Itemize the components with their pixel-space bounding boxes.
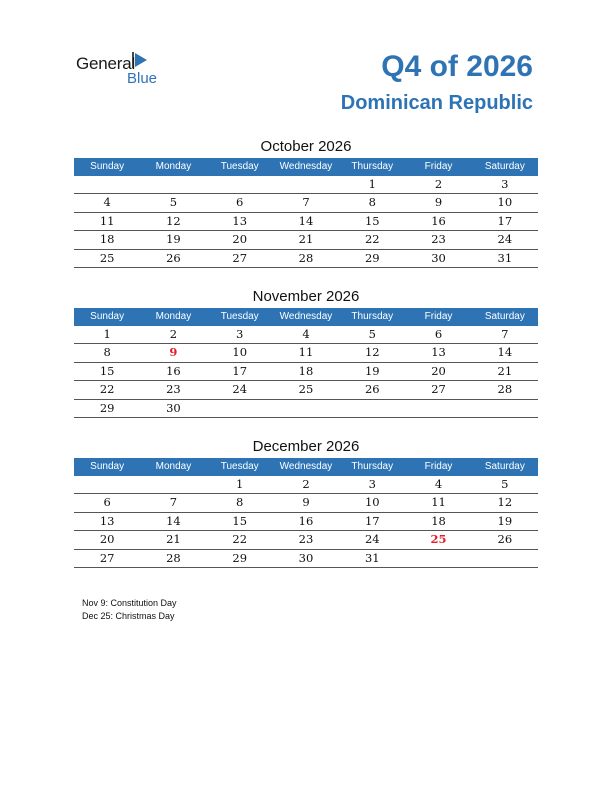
day-cell bbox=[339, 400, 405, 417]
day-cell: 25 bbox=[298, 382, 314, 397]
week-row bbox=[74, 213, 538, 231]
day-cell: 16 bbox=[431, 213, 446, 228]
weekday-label: Tuesday bbox=[220, 461, 259, 472]
month-november bbox=[74, 286, 538, 418]
week-row bbox=[74, 531, 538, 549]
day-cell: 31 bbox=[497, 250, 513, 265]
day-cell: 29 bbox=[232, 550, 248, 565]
day-cell: 30 bbox=[431, 250, 446, 265]
weekday-label: Sunday bbox=[90, 461, 125, 472]
weekday-label: Saturday bbox=[484, 311, 525, 322]
day-cell: 6 bbox=[236, 195, 244, 210]
logo bbox=[76, 52, 176, 88]
month-title: December 2026 bbox=[252, 438, 360, 455]
day-cell: 1 bbox=[103, 327, 111, 341]
day-cell: 21 bbox=[166, 532, 181, 547]
day-cell: 26 bbox=[166, 250, 181, 265]
logo-blue-text: Blue bbox=[127, 70, 158, 87]
day-cell: 26 bbox=[497, 532, 513, 547]
day-cell: 10 bbox=[232, 345, 248, 360]
day-cell: 30 bbox=[298, 550, 314, 565]
holiday-note: Nov 9: Constitution Day bbox=[82, 598, 177, 608]
day-cell bbox=[273, 400, 339, 417]
weekday-label: Friday bbox=[424, 311, 453, 322]
day-cell: 12 bbox=[166, 213, 181, 228]
day-cell bbox=[140, 176, 206, 193]
day-cell: 9 bbox=[434, 195, 443, 210]
weekday-label: Monday bbox=[155, 311, 192, 322]
day-cell: 8 bbox=[368, 195, 376, 210]
day-cell: 4 bbox=[302, 327, 310, 341]
day-cell: 2 bbox=[434, 177, 443, 191]
day-cell: 22 bbox=[99, 382, 115, 397]
day-cell: 1 bbox=[368, 177, 376, 191]
day-cell: 31 bbox=[364, 550, 380, 565]
day-cell: 20 bbox=[232, 232, 248, 247]
week-row bbox=[74, 381, 538, 399]
week-row bbox=[74, 513, 538, 531]
day-cell: 4 bbox=[434, 477, 443, 491]
day-cell: 16 bbox=[166, 363, 181, 378]
week-row bbox=[74, 326, 538, 344]
day-cell: 24 bbox=[232, 382, 248, 397]
day-cell: 4 bbox=[103, 195, 111, 210]
day-cell: 15 bbox=[364, 213, 380, 228]
month-october bbox=[74, 136, 538, 268]
weekday-label: Tuesday bbox=[220, 311, 259, 322]
day-cell: 22 bbox=[232, 532, 248, 547]
week-row bbox=[74, 250, 538, 268]
day-cell: 5 bbox=[368, 327, 376, 341]
day-cell: 24 bbox=[364, 532, 380, 547]
day-cell: 17 bbox=[232, 363, 248, 378]
week-row bbox=[74, 400, 538, 418]
day-cell: 24 bbox=[497, 232, 513, 247]
week-row bbox=[74, 176, 538, 194]
day-cell: 5 bbox=[169, 195, 178, 210]
day-cell: 27 bbox=[431, 382, 446, 397]
day-cell: 3 bbox=[236, 327, 244, 341]
weekday-header bbox=[74, 158, 538, 176]
day-cell: 26 bbox=[364, 382, 380, 397]
day-cell: 3 bbox=[368, 477, 376, 491]
day-cell: 5 bbox=[501, 477, 509, 491]
day-cell: 13 bbox=[232, 213, 248, 228]
day-cell: 11 bbox=[431, 495, 446, 510]
day-cell: 7 bbox=[501, 327, 509, 341]
day-cell: 3 bbox=[501, 177, 509, 191]
weekday-label: Saturday bbox=[484, 461, 525, 472]
week-row bbox=[74, 476, 538, 494]
day-cell: 9 bbox=[302, 495, 310, 510]
day-cell: 14 bbox=[298, 213, 314, 228]
day-cell: 29 bbox=[99, 400, 115, 415]
weekday-label: Sunday bbox=[90, 311, 125, 322]
weekday-label: Monday bbox=[155, 161, 192, 172]
day-cell: 8 bbox=[236, 495, 244, 510]
weekday-label: Wednesday bbox=[279, 161, 333, 172]
week-row bbox=[74, 344, 538, 362]
weekday-label: Thursday bbox=[351, 461, 394, 472]
day-cell: 11 bbox=[298, 345, 314, 360]
day-cell bbox=[472, 550, 538, 567]
day-cell: 10 bbox=[364, 495, 380, 510]
day-cell: 14 bbox=[497, 345, 513, 360]
day-cell: 15 bbox=[99, 363, 115, 378]
day-cell: 20 bbox=[431, 363, 446, 378]
day-cell bbox=[273, 176, 339, 193]
day-cell: 6 bbox=[103, 495, 111, 510]
weekday-label: Sunday bbox=[90, 161, 125, 172]
day-cell bbox=[472, 400, 538, 417]
day-cell: 27 bbox=[232, 250, 248, 265]
month-title: November 2026 bbox=[252, 288, 360, 305]
day-cell: 6 bbox=[434, 327, 443, 341]
day-cell: 29 bbox=[364, 250, 380, 265]
day-cell: 28 bbox=[497, 382, 513, 397]
week-row bbox=[74, 550, 538, 568]
day-cell: 18 bbox=[99, 232, 115, 247]
day-cell bbox=[207, 176, 273, 193]
holiday-note: Dec 25: Christmas Day bbox=[82, 611, 175, 621]
day-cell: 2 bbox=[302, 477, 310, 491]
week-row bbox=[74, 231, 538, 249]
weekday-label: Saturday bbox=[484, 161, 525, 172]
day-cell bbox=[405, 550, 471, 567]
day-cell: 14 bbox=[166, 513, 181, 528]
day-cell: 13 bbox=[431, 345, 446, 360]
day-cell: 16 bbox=[298, 513, 314, 528]
weekday-header bbox=[74, 308, 538, 326]
holiday-day-cell: 9 bbox=[169, 345, 178, 360]
weekday-label: Friday bbox=[424, 461, 453, 472]
weekday-label: Wednesday bbox=[279, 461, 333, 472]
day-cell: 23 bbox=[431, 232, 446, 247]
holiday-notes bbox=[82, 597, 177, 623]
day-cell: 21 bbox=[497, 363, 513, 378]
day-cell: 1 bbox=[236, 477, 244, 491]
day-cell: 23 bbox=[166, 382, 181, 397]
day-cell: 12 bbox=[364, 345, 380, 360]
month-title: October 2026 bbox=[260, 138, 352, 155]
weekday-header bbox=[74, 458, 538, 476]
day-cell: 15 bbox=[232, 513, 248, 528]
day-cell: 2 bbox=[169, 327, 178, 341]
weekday-label: Thursday bbox=[351, 311, 394, 322]
day-cell: 19 bbox=[364, 363, 380, 378]
day-cell: 25 bbox=[99, 250, 115, 265]
weekday-label: Wednesday bbox=[279, 311, 333, 322]
day-cell: 30 bbox=[166, 400, 181, 415]
day-cell: 17 bbox=[364, 513, 380, 528]
day-cell: 13 bbox=[99, 513, 115, 528]
logo-flag-icon bbox=[131, 52, 149, 68]
week-row bbox=[74, 363, 538, 381]
page-title: Q4 of 2026 bbox=[381, 50, 533, 83]
day-cell: 20 bbox=[99, 532, 115, 547]
day-cell: 19 bbox=[497, 513, 513, 528]
day-cell bbox=[140, 476, 206, 493]
day-cell: 10 bbox=[497, 195, 513, 210]
day-cell: 21 bbox=[298, 232, 314, 247]
day-cell: 27 bbox=[99, 550, 115, 565]
week-row bbox=[74, 194, 538, 212]
day-cell: 8 bbox=[103, 345, 111, 360]
day-cell bbox=[74, 176, 140, 193]
day-cell: 18 bbox=[298, 363, 314, 378]
day-cell: 22 bbox=[364, 232, 380, 247]
month-december bbox=[74, 436, 538, 568]
day-cell: 28 bbox=[298, 250, 314, 265]
day-cell: 17 bbox=[497, 213, 513, 228]
week-row bbox=[74, 494, 538, 512]
holiday-day-cell: 25 bbox=[430, 532, 447, 547]
day-cell bbox=[74, 476, 140, 493]
day-cell: 19 bbox=[166, 232, 181, 247]
day-cell: 23 bbox=[298, 532, 314, 547]
weekday-label: Tuesday bbox=[220, 161, 259, 172]
day-cell bbox=[207, 400, 273, 417]
day-cell: 11 bbox=[99, 213, 115, 228]
day-cell: 7 bbox=[169, 495, 178, 510]
logo-general-text: General bbox=[76, 54, 136, 73]
weekday-label: Thursday bbox=[351, 161, 394, 172]
weekday-label: Friday bbox=[424, 161, 453, 172]
day-cell: 18 bbox=[431, 513, 446, 528]
country-name: Dominican Republic bbox=[340, 92, 533, 114]
day-cell: 7 bbox=[302, 195, 310, 210]
day-cell: 28 bbox=[166, 550, 181, 565]
day-cell bbox=[405, 400, 471, 417]
day-cell: 12 bbox=[497, 495, 513, 510]
weekday-label: Monday bbox=[155, 461, 192, 472]
